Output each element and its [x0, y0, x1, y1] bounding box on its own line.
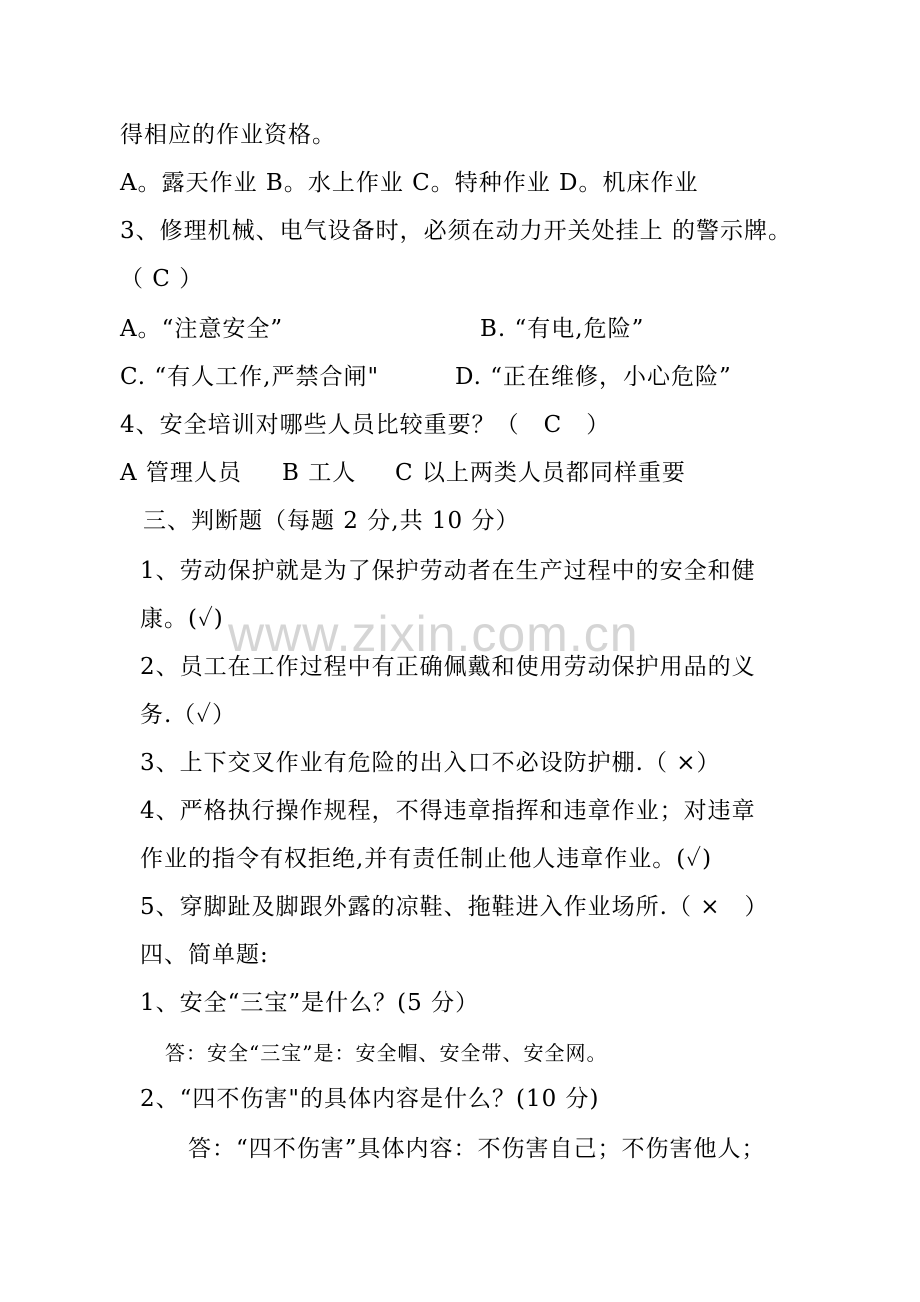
- section-heading-short-answer: 四、简单题:: [140, 942, 269, 968]
- text-line-short-2: 2、“四不伤害"的具体内容是什么？(10 分): [140, 1086, 600, 1112]
- text-line-judge-1: 1、劳动保护就是为了保护劳动者在生产过程中的安全和健: [140, 558, 756, 584]
- text-line-answer-3: （ C ）: [120, 266, 204, 292]
- text-line-judge-4-cont: 作业的指令有权拒绝,并有责任制止他人违章作业。(✓): [140, 846, 713, 872]
- text-line-1: 得相应的作业资格。: [120, 122, 336, 148]
- text-line-judge-2-cont: 务.（✓）: [140, 702, 237, 728]
- text-line-option-4a: A 管理人员: [120, 460, 242, 486]
- text-line-short-1-answer: 答：安全“三宝”是：安全帽、安全带、安全网。: [165, 1041, 608, 1065]
- watermark-text: www.zixin.com.cn: [228, 606, 639, 662]
- text-line-question-3: 3、修理机械、电气设备时，必须在动力开关处挂上 的警示牌。: [120, 218, 792, 244]
- text-line-option-3d: D. “正在维修，小心危险”: [455, 364, 732, 390]
- text-line-judge-4: 4、严格执行操作规程，不得违章指挥和违章作业；对违章: [140, 798, 756, 824]
- text-line-judge-1-cont: 康。(✓): [140, 606, 224, 632]
- text-line-option-3a: A。“注意安全”: [120, 316, 284, 342]
- text-line-question-4: 4、安全培训对哪些人员比较重要？（ C ）: [120, 412, 611, 438]
- text-line-options-q2: A。露天作业 B。水上作业 C。特种作业 D。机床作业: [120, 170, 699, 196]
- text-line-option-3b: B. “有电,危险”: [480, 316, 645, 342]
- text-line-judge-3: 3、上下交叉作业有危险的出入口不必设防护棚.（ ×）: [140, 750, 721, 776]
- text-line-short-2-answer: 答：“四不伤害”具体内容：不伤害自己；不伤害他人；: [188, 1136, 766, 1162]
- text-line-short-1: 1、安全“三宝”是什么？(5 分）: [140, 990, 480, 1016]
- text-line-option-3c: C. “有人工作,严禁合闸": [120, 364, 380, 390]
- text-line-option-4c: C 以上两类人员都同样重要: [395, 460, 686, 486]
- text-line-option-4b: B 工人: [282, 460, 357, 486]
- text-line-judge-2: 2、员工在工作过程中有正确佩戴和使用劳动保护用品的义: [140, 654, 756, 680]
- section-heading-judgement: 三、判断题（每题 2 分,共 10 分）: [143, 508, 520, 534]
- text-line-judge-5: 5、穿脚趾及脚跟外露的凉鞋、拖鞋进入作业场所.（ × ）: [140, 894, 769, 920]
